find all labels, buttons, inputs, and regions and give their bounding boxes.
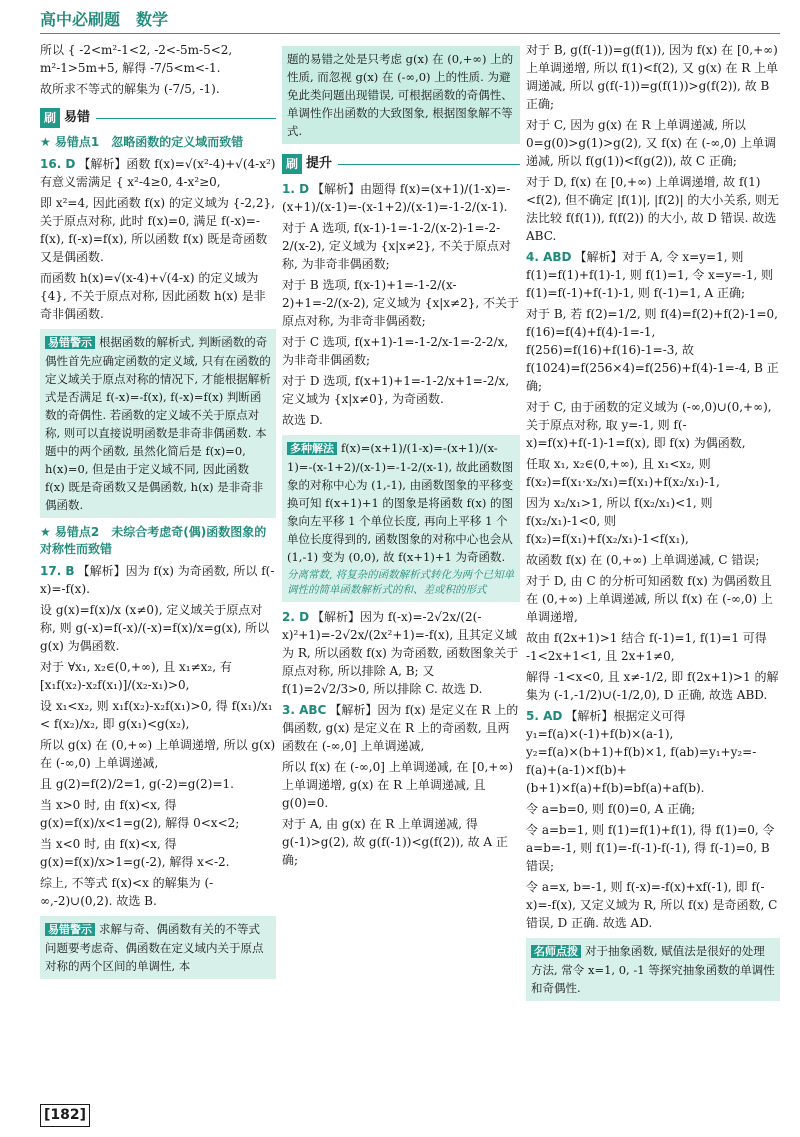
q17-line: 综上, 不等式 f(x)<x 的解集为 (-∞,-2)∪(0,2). 故选 B.: [40, 876, 214, 908]
q4-line: 任取 x₁, x₂∈(0,+∞), 且 x₁<x₂, 则 f(x₂)=f(x₁·x₂/x₁)=f(x₁)+f(x₂/x₁)-1,: [526, 457, 720, 489]
section-tag-box: 刷: [40, 108, 60, 128]
multi-solution-hint: 分离常数, 将复杂的函数解析式转化为两个已知单调性的简单函数解析式的和、差或积的形式: [287, 569, 515, 596]
q4-line: 对于 B, 若 f(2)=1/2, 则 f(4)=f(2)+f(2)-1=0, f(16)=f(4)+f(4)-1=-1, f(256)=f(16)+f(16)-1=-3, 故 f(1024)=f(256×4)=f(256)+f(4)-1=-4, B 正确;: [526, 307, 779, 393]
q17-line: 且 g(2)=f(2)/2=1, g(-2)=g(2)=1.: [40, 777, 234, 791]
q4-line: 故由 f(2x+1)>1 结合 f(-1)=1, f(1)=1 可得 -1<2x+1<1, 且 2x+1≠0,: [526, 631, 767, 663]
q5-line: 令 a=b=0, 则 f(0)=0, A 正确;: [526, 802, 696, 816]
warning-note-2-continued: 题的易错之处是只考虑 g(x) 在 (0,+∞) 上的性质, 而忽视 g(x) 在 (-∞,0) 上的性质. 为避免此类问题出现错误, 可根据函数的奇偶性、单调性作出函数的大致图象, 根据图象解不等式.: [282, 46, 520, 144]
section-rule: [96, 118, 276, 119]
q16-line: [40, 155, 276, 191]
teacher-tip-box: [526, 938, 780, 1001]
q1-line: 故选 D.: [282, 413, 323, 427]
q17-line: 所以 g(x) 在 (0,+∞) 上单调递增, 所以 g(x) 在 (-∞,0) 上单调递减,: [40, 738, 276, 770]
section-label: 提升: [306, 156, 333, 172]
q2-number: 2. D: [282, 610, 310, 624]
right-column: [526, 40, 780, 1100]
section-heading-improve: [282, 154, 520, 174]
error-point-2-title: ★ 易错点2 未综合考虑奇(偶)函数图象的对称性而致错: [40, 525, 267, 556]
q1-line: 对于 B 选项, f(x-1)+1=-1-2/(x-2)+1=-2/(x-2), 定义域为 {x|x≠2}, 不关于原点对称, 为非奇非偶函数;: [282, 278, 520, 328]
q5-line: [526, 707, 780, 797]
q5-line: 令 a=x, b=-1, 则 f(-x)=-f(x)+xf(-1), 即 f(-x)=-f(x), 又定义域为 R, 所以 f(x) 是奇函数, C 错误, D 正确. 故选 AD.: [526, 880, 778, 930]
q17-line: 设 x₁<x₂, 则 x₁f(x₂)-x₂f(x₁)>0, 得 f(x₁)/x₁ < f(x₂)/x₂, 即 g(x₁)<g(x₂),: [40, 699, 273, 731]
q16-number: 16. D: [40, 157, 76, 171]
q4-text: 【解析】对于 A, 令 x=y=1, 则 f(1)=f(1)+f(1)-1, 则 f(1)=1, 令 x=y=-1, 则 f(1)=f(-1)+f(-1)-1, 则 f(-1)=1, A 正确;: [526, 250, 774, 300]
q4-number: 4. ABD: [526, 250, 572, 264]
intro-line: 故所求不等式的解集为 (-7/5, -1).: [40, 82, 220, 96]
teacher-tip-badge: 名师点拨: [531, 945, 581, 958]
q4-line: 故函数 f(x) 在 (0,+∞) 上单调递减, C 错误;: [526, 553, 760, 567]
error-point-1-title: ★ 易错点1 忽略函数的定义域而致错: [40, 135, 244, 149]
q1-line: [282, 180, 520, 216]
q4-line: 因为 x₂/x₁>1, 所以 f(x₂/x₁)<1, 则 f(x₂/x₁)-1<0, 则 f(x₂)=f(x₁)+f(x₂/x₁)-1<f(x₁),: [526, 496, 713, 546]
q3-text: 【解析】因为 f(x) 是定义在 R 上的偶函数, g(x) 是定义在 R 上的奇函数, 且两函数在 (-∞,0] 上单调递减,: [282, 703, 519, 753]
q4-line: 对于 D, 由 C 的分析可知函数 f(x) 为偶函数且在 (0,+∞) 上单调递减, 所以 f(x) 在 (-∞,0) 上单调递增,: [526, 574, 773, 624]
multi-solution-text: f(x)=(x+1)/(1-x)=-(x+1)/(x-1)=-(x-1+2)/(x-1)=-1-2/(x-1), 故此函数图象的对称中心为 (1,-1), 由函数图象的平移变换可知 f(x+1)+1 的图象是将函数 f(x) 的图象向左平移 1 个单位长度, 再向上平移 1 个单位长度得到的, 函数图象的对称中心也会从 (1,-1) 变为 (0,0), 故 f(x+1)+1 为奇函数.: [287, 441, 514, 564]
q1-line: 对于 C 选项, f(x+1)-1=-1-2/x-1=-2-2/x, 为非奇非偶函数;: [282, 335, 509, 367]
left-column: [40, 40, 276, 1100]
multi-solution-box: [282, 435, 520, 602]
q3-line: 所以 f(x) 在 (-∞,0] 上单调递减, 在 [0,+∞) 上单调递增, g(x) 在 R 上单调递减, 且 g(0)=0.: [282, 760, 514, 810]
q5-text: 【解析】根据定义可得 y₁=f(a)×(-1)+f(b)×(a-1), y₂=f(a)×(b+1)+f(b)×1, f(ab)=y₁+y₂=-f(a)+(a-1)×f(b)+(b+1)×f(a)+f(b)=bf(a)+af(b).: [526, 709, 757, 795]
section-label: 易错: [64, 110, 91, 126]
q16-line: 即 x²=4, 因此函数 f(x) 的定义域为 {-2,2}, 关于原点对称, 此时 f(x)=0, 满足 f(-x)=-f(x), f(-x)=f(x), 所以函数 f(x) 既是奇函数又是偶函数.: [40, 196, 275, 264]
warning-note-2: [40, 916, 276, 979]
q1-line: 对于 A 选项, f(x-1)-1=-1-2/(x-2)-1=-2-2/(x-2), 定义域为 {x|x≠2}, 不关于原点对称, 为非奇非偶函数;: [282, 221, 511, 271]
page-header: [40, 8, 780, 34]
q5-number: 5. AD: [526, 709, 563, 723]
q4-line: [526, 248, 780, 302]
q1-line: 对于 D 选项, f(x+1)+1=-1-2/x+1=-2/x, 定义域为 {x|x≠0}, 为奇函数.: [282, 374, 510, 406]
middle-column: [282, 40, 520, 1100]
q4-line: 对于 C, 由于函数的定义域为 (-∞,0)∪(0,+∞), 关于原点对称, 取 y=-1, 则 f(-x)=f(x)+f(-1)-1=f(x), 即 f(x) 为偶函数,: [526, 400, 772, 450]
warning-badge: 易错警示: [45, 923, 95, 936]
q2-text: 【解析】因为 f(-x)=-2√2x/(2(-x)²+1)=-2√2x/(2x²+1)=-f(x), 且其定义域为 R, 所以函数 f(x) 为奇函数, 函数图象关于原点对称, 所以排除 A, B; 又 f(1)=2√2/3>0, 所以排除 C. 故选 D.: [282, 610, 519, 696]
q3-line: [282, 701, 520, 755]
q3-continued-line: 对于 B, g(f(-1))=g(f(1)), 因为 f(x) 在 [0,+∞) 上单调递增, 所以 f(1)<f(2), 又 g(x) 在 R 上单调递减, 所以 g(f(-1))=g(f(1))>g(f(2)), 故 B 正确;: [526, 43, 779, 111]
warning-badge: 易错警示: [45, 336, 95, 349]
q3-number: 3. ABC: [282, 703, 327, 717]
q4-line: 解得 -1<x<0, 且 x≠-1/2, 即 f(2x+1)>1 的解集为 (-1,-1/2)∪(-1/2,0), D 正确, 故选 ABD.: [526, 670, 779, 702]
q17-number: 17. B: [40, 564, 75, 578]
warning-note-1: [40, 329, 276, 518]
q17-line: 设 g(x)=f(x)/x (x≠0), 定义域关于原点对称, 则 g(-x)=f(-x)/(-x)=f(x)/x=g(x), 所以 g(x) 为偶函数.: [40, 603, 270, 653]
warning-text: 根据函数的解析式, 判断函数的奇偶性首先应确定函数的定义域, 只有在函数的定义域关于原点对称的情况下, 才能根据解析式是否满足 f(-x)=-f(x), f(-x)=f(x) 判断函数的奇偶性. 若函数的定义域不关于原点对称, 则可以直接说明函数是非奇非偶函数. 本题中的两个函数, 虽然化简后是 f(x)=0, h(x)=0, 但是由于定义域不同, 因此函数 f(x) 既是奇函数又是偶函数, h(x) 是非奇非偶函数.: [45, 335, 271, 512]
q1-text: 【解析】由题得 f(x)=(x+1)/(1-x)=-(x+1)/(x-1)=-(x-1+2)/(x-1)=-1-2/(x-1).: [282, 182, 511, 214]
q17-text: 【解析】因为 f(x) 为奇函数, 所以 f(-x)=-f(x).: [40, 564, 275, 596]
section-rule: [338, 164, 520, 165]
intro-line: 所以 { -2<m²-1<2, -2<-5m-5<2, m²-1>5m+5, 解得 -7/5<m<-1.: [40, 43, 233, 75]
warning-text: 求解与奇、偶函数有关的不等式问题要考虑奇、偶函数在定义域内关于原点对称的两个区间的单调性, 本: [45, 922, 264, 973]
q16-text: 【解析】函数 f(x)=√(x²-4)+√(4-x²) 有意义需满足 { x²-4≥0, 4-x²≥0,: [40, 157, 276, 189]
q3-continued-line: 对于 C, 因为 g(x) 在 R 上单调递减, 所以 0=g(0)>g(1)>g(2), 又 f(x) 在 (-∞,0) 上单调递减, 所以 f(g(1))<f(g(2)), 故 C 正确;: [526, 118, 777, 168]
q3-line: 对于 A, 由 g(x) 在 R 上单调递减, 得 g(-1)>g(2), 故 g(f(-1))<g(f(2)), 故 A 正确;: [282, 817, 508, 867]
q16-line: 而函数 h(x)=√(x-4)+√(4-x) 的定义域为 {4}, 不关于原点对称, 因此函数 h(x) 是非奇非偶函数.: [40, 271, 266, 321]
q2-line: [282, 608, 520, 698]
teacher-tip-text: 对于抽象函数, 赋值法是很好的处理方法, 常令 x=1, 0, -1 等探究抽象函数的单调性和奇偶性.: [531, 944, 775, 995]
page-number: [182]: [40, 1104, 90, 1127]
q17-line: 当 x<0 时, 由 f(x)<x, 得 g(x)=f(x)/x>1=g(-2), 解得 x<-2.: [40, 837, 230, 869]
section-tag-box: 刷: [282, 154, 302, 174]
multi-solution-badge: 多种解法: [287, 442, 337, 455]
q3-continued-line: 对于 D, f(x) 在 [0,+∞) 上单调递增, 故 f(1)<f(2), 但不确定 |f(1)|, |f(2)| 的大小关系, 则无法比较 f(f(1)), f(f(2)) 的大小, 故 D 错误. 故选 ABC.: [526, 175, 780, 243]
q17-line: 当 x>0 时, 由 f(x)<x, 得 g(x)=f(x)/x<1=g(2), 解得 0<x<2;: [40, 798, 240, 830]
section-heading-errors: [40, 108, 276, 128]
header-title: 高中必刷题 数学: [40, 10, 169, 29]
q5-line: 令 a=b=1, 则 f(1)=f(1)+f(1), 得 f(1)=0, 令 a=b=-1, 则 f(1)=-f(-1)-f(-1), 得 f(-1)=0, B 错误;: [526, 823, 775, 873]
q17-line: [40, 562, 276, 598]
q1-number: 1. D: [282, 182, 310, 196]
q17-line: 对于 ∀x₁, x₂∈(0,+∞), 且 x₁≠x₂, 有 [x₁f(x₂)-x₂f(x₁)]/(x₂-x₁)>0,: [40, 660, 232, 692]
